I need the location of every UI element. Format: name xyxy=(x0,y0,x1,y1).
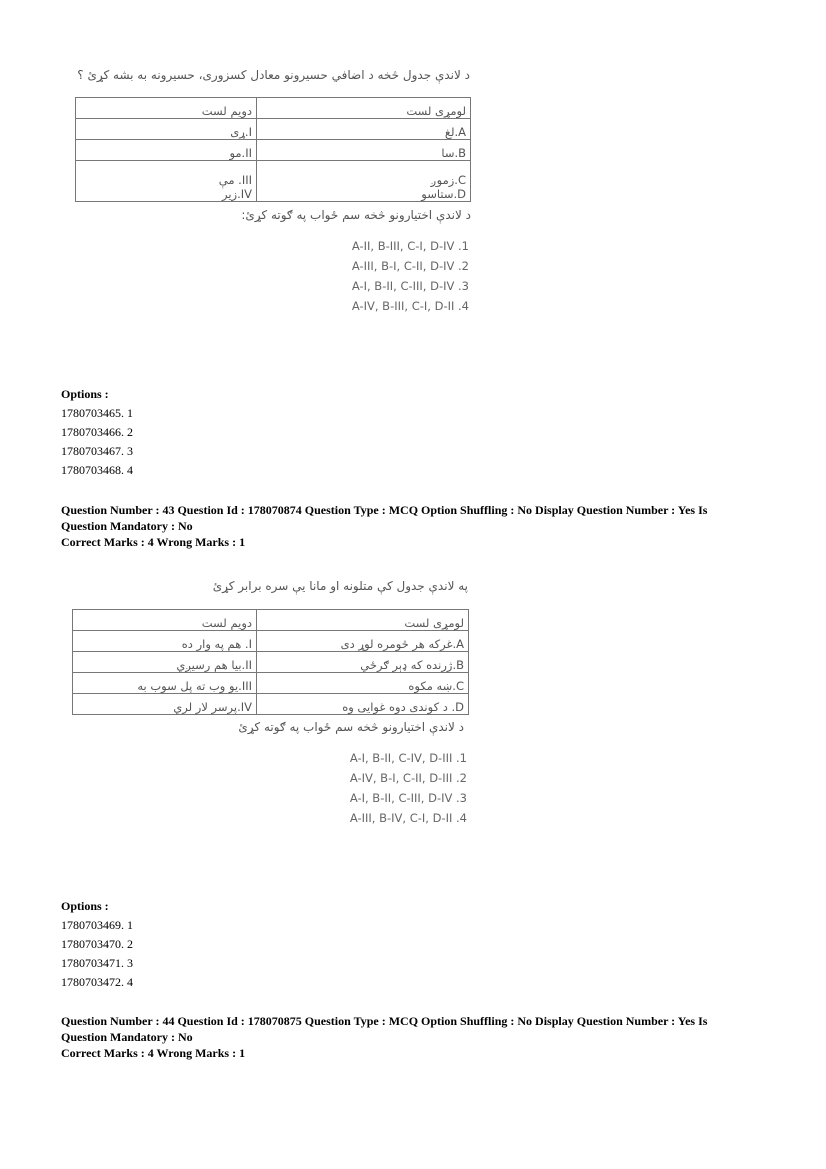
table-header-col1: لومړی لست xyxy=(257,610,469,631)
table-row xyxy=(76,119,471,140)
q43-match-table xyxy=(72,609,469,715)
option-item: 1780703468. 4 xyxy=(61,463,133,477)
table-row xyxy=(73,610,469,631)
q44-meta xyxy=(61,1013,761,1061)
option-item: 1780703471. 3 xyxy=(61,956,133,970)
table-header-col1: لومړی لست xyxy=(257,98,471,119)
option-item: 1780703466. 2 xyxy=(61,425,133,439)
choice-item: A-I, B-II, C-III, D-IV .3 xyxy=(351,279,469,293)
table-cell: B.سا xyxy=(257,140,471,161)
choice-item: A-I, B-II, C-IV, D-III .1 xyxy=(349,751,467,765)
table-cell: D. د کوندی دوه غوایی وه xyxy=(257,694,469,715)
table-cell: III.یو وب ته پل سوب به xyxy=(73,673,257,694)
question-meta-line: Question Mandatory : No xyxy=(61,1030,193,1044)
table-cell-line: III. مې xyxy=(218,173,252,187)
choice-item: A-IV, B-I, C-II, D-III .2 xyxy=(349,771,467,785)
table-row xyxy=(76,161,471,202)
q43-meta xyxy=(61,502,761,550)
table-row xyxy=(76,98,471,119)
q42-choices xyxy=(169,236,469,316)
q43-options xyxy=(61,897,133,992)
q43-choices xyxy=(167,748,467,828)
table-row xyxy=(73,694,469,715)
table-cell-line: C.زموږ xyxy=(430,173,466,187)
choice-item: A-II, B-III, C-I, D-IV .1 xyxy=(351,239,469,253)
table-cell: I. هم په وار ده xyxy=(73,631,257,652)
q43-instruction: د لاندې اختیارونو څخه سم ځواب په ګوته کړئ xyxy=(238,720,464,734)
question-meta-line: Question Number : 44 Question Id : 178070875 Question Type : MCQ Option Shuffling : No Display Question Number : Yes Is xyxy=(61,1014,708,1028)
table-row xyxy=(73,631,469,652)
table-cell: I.ړی xyxy=(76,119,257,140)
choice-item: A-IV, B-III, C-I, D-II .4 xyxy=(351,299,469,313)
option-item: 1780703470. 2 xyxy=(61,937,133,951)
option-item: 1780703469. 1 xyxy=(61,918,133,932)
table-cell-line: IV.زیر xyxy=(221,187,252,201)
table-row xyxy=(73,652,469,673)
choice-item: A-III, B-IV, C-I, D-II .4 xyxy=(349,811,467,825)
table-header-col2: دویم لست xyxy=(76,98,257,119)
table-cell: B.ژرنده که ډېر ګرځي xyxy=(257,652,469,673)
option-item: 1780703465. 1 xyxy=(61,406,133,420)
table-header-col2: دویم لست xyxy=(73,610,257,631)
option-item: 1780703472. 4 xyxy=(61,975,133,989)
table-cell xyxy=(257,161,471,202)
option-item: 1780703467. 3 xyxy=(61,444,133,458)
question-meta-line: Question Mandatory : No xyxy=(61,519,193,533)
q42-match-table xyxy=(75,97,471,202)
question-marks: Correct Marks : 4 Wrong Marks : 1 xyxy=(61,535,246,549)
options-label: Options : xyxy=(61,899,109,913)
table-cell: II.بیا هم رسیږي xyxy=(73,652,257,673)
table-cell: II.مو xyxy=(76,140,257,161)
options-label: Options : xyxy=(61,387,109,401)
choice-item: A-III, B-I, C-II, D-IV .2 xyxy=(351,259,469,273)
table-cell-line: D.ستاسو xyxy=(421,187,466,201)
table-row xyxy=(76,140,471,161)
choice-item: A-I, B-II, C-III, D-IV .3 xyxy=(349,791,467,805)
table-cell: IV.پرسر لار لري xyxy=(73,694,257,715)
q42-instruction: د لاندې اختیارونو څخه سم ځواب په ګوته کړئ: xyxy=(241,208,471,222)
q43-prompt: په لاندې جدول کې متلونه او مانا یې سره برابر کړئ xyxy=(212,579,468,593)
question-meta-line: Question Number : 43 Question Id : 178070874 Question Type : MCQ Option Shuffling : No Display Question Number : Yes Is xyxy=(61,503,708,517)
table-row xyxy=(73,673,469,694)
q42-options xyxy=(61,385,133,480)
table-cell: A.لغ xyxy=(257,119,471,140)
q42-prompt: د لاندې جدول څخه د اضافي حسیرونو معادل کسزوری، حسیرونه به بشه کړئ ؟ xyxy=(77,68,470,82)
table-cell: C.ښه مکوه xyxy=(257,673,469,694)
table-cell: A.غرکه هر څومره لوړ دی xyxy=(257,631,469,652)
table-cell xyxy=(76,161,257,202)
question-marks: Correct Marks : 4 Wrong Marks : 1 xyxy=(61,1046,246,1060)
